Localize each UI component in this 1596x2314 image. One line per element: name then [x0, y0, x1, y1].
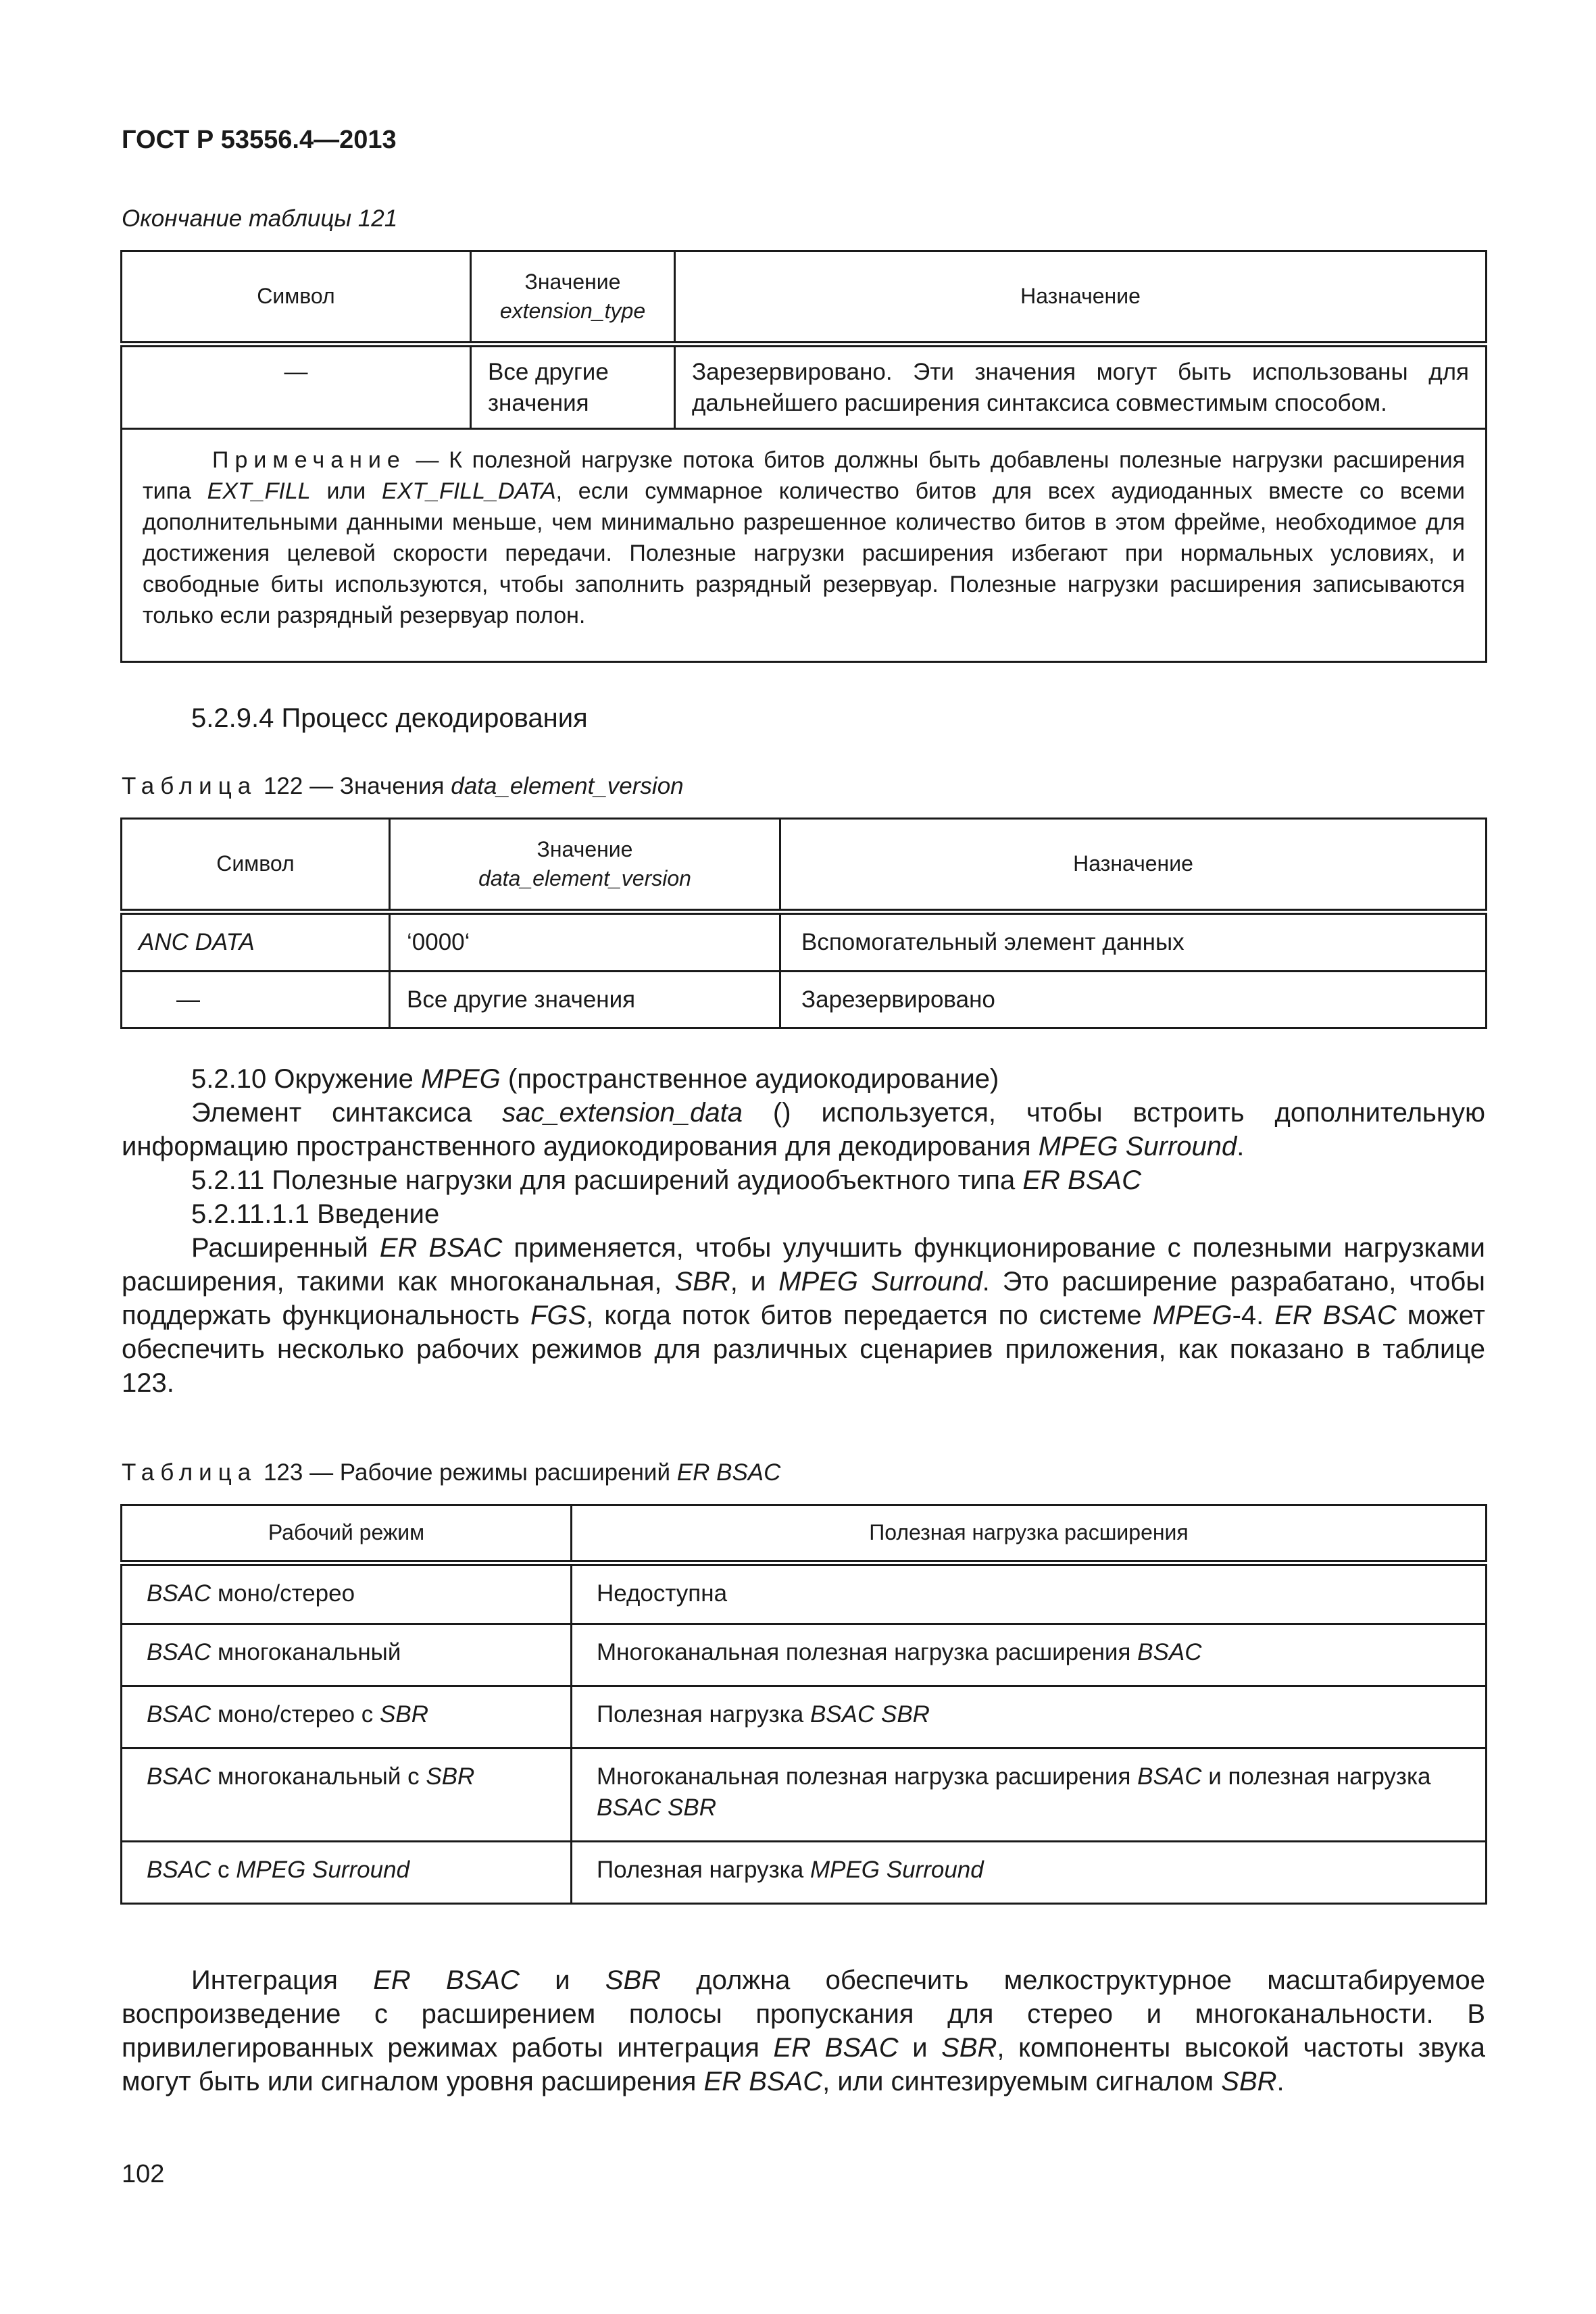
table-123-col-payload: Полезная нагрузка расширения: [572, 1505, 1487, 1563]
table-123-cell-mode: BSAC моно/стерео: [122, 1563, 572, 1624]
table-123-cell-payload: Полезная нагрузка BSAC SBR: [572, 1686, 1487, 1749]
table-123-cell-mode: BSAC многоканальный с SBR: [122, 1749, 572, 1842]
table-122-col-value: Значение data_element_version: [390, 819, 780, 912]
note-label: Примечание: [212, 447, 406, 473]
table-123-cell-mode: BSAC с MPEG Surround: [122, 1842, 572, 1904]
table-123-caption: Таблица 123 — Рабочие режимы расширений ER BSAC: [122, 1459, 781, 1486]
table-122-cell-purpose: Зарезервировано: [780, 971, 1487, 1028]
section-5-2-9-4-heading: 5.2.9.4 Процесс декодирования: [191, 703, 588, 733]
section-5-2-11-heading: 5.2.11 Полезные нагрузки для расширений аудиообъектного типа ER BSAC: [191, 1165, 1141, 1195]
table-123-cell-mode: BSAC многоканальный: [122, 1624, 572, 1686]
table-121-col-symbol: Символ: [122, 251, 471, 345]
table-122-cell-symbol: —: [122, 971, 390, 1028]
table-122-cell-purpose: Вспомогательный элемент данных: [780, 912, 1487, 972]
paragraph-integration: Интеграция ER BSAC и SBR должна обеспечить мелкоструктурное масштабируемое воспроизведение с расширением полосы пропускания для стерео и многоканальности. В привилегированных режимах работы интеграция ER BSAC и SBR, компоненты высокой частоты звука могут быть или сигналом уровня расширения ER BSAC, или синтезируемым сигналом SBR.: [122, 1965, 1485, 2096]
table-123-cell-payload: Многоканальная полезная нагрузка расширения BSAC: [572, 1624, 1487, 1686]
table-row: [122, 345, 1487, 429]
table-121-header-row: [122, 251, 1487, 345]
table-row: [122, 912, 1487, 972]
table-row: [122, 1686, 1487, 1749]
table-122-header-row: [122, 819, 1487, 912]
table-122-col-purpose: Назначение: [780, 819, 1487, 912]
table-123-col-mode: Рабочий режим: [122, 1505, 572, 1563]
section-5-2-11-1-1-heading: 5.2.11.1.1 Введение: [191, 1199, 440, 1229]
document-header: ГОСТ Р 53556.4—2013: [122, 126, 397, 154]
table-123-cell-payload: Недоступна: [572, 1563, 1487, 1624]
table-122-cell-symbol: ANC DATA: [122, 912, 390, 972]
table-122: [120, 818, 1487, 1029]
table-122-caption: Таблица 122 — Значения data_element_version: [122, 773, 684, 799]
section-5-2-10-heading: 5.2.10 Окружение MPEG (пространственное аудиокодирование): [191, 1064, 999, 1094]
table-121-caption: Окончание таблицы 121: [122, 205, 398, 232]
body-final: [122, 1963, 1485, 2098]
table-row: [122, 1563, 1487, 1624]
table-123: [120, 1504, 1487, 1905]
table-122-cell-value: ‘0000‘: [390, 912, 780, 972]
table-121-note-row: [122, 429, 1487, 662]
table-121-cell-symbol: —: [122, 345, 471, 429]
paragraph-er-bsac-intro: Расширенный ER BSAC применяется, чтобы улучшить функционирование с полезными нагрузками расширения, такими как многоканальная, SBR, и MPEG Surround. Это расширение разрабатано, чтобы поддержать функциональность FGS, когда поток битов передается по системе MPEG-4. ER BSAC может обеспечить несколько рабочих режимов для различных сценариев приложения, как показано в таблице 123.: [122, 1233, 1485, 1398]
table-121-col-value: Значение extension_type: [471, 251, 675, 345]
table-row: [122, 1624, 1487, 1686]
page-number: 102: [122, 2160, 165, 2188]
table-123-cell-mode: BSAC моно/стерео с SBR: [122, 1686, 572, 1749]
table-123-cell-payload: Многоканальная полезная нагрузка расширения BSAC и полезная нагрузка BSAC SBR: [572, 1749, 1487, 1842]
table-121-cell-value: Все другие значения: [471, 345, 675, 429]
table-row: [122, 971, 1487, 1028]
paragraph-sac-extension: Элемент синтаксиса sac_extension_data () используется, чтобы встроить дополнительную информацию пространственного аудиокодирования для декодирования MPEG Surround.: [122, 1098, 1485, 1161]
table-122-cell-value: Все другие значения: [390, 971, 780, 1028]
table-121-col-purpose: Назначение: [675, 251, 1487, 345]
table-121-note: Примечание — К полезной нагрузке потока битов должны быть добавлены полезные нагрузки расширения типа EXT_FILL или EXT_FILL_DATA, если суммарное количество битов для всех аудиоданных вместе со всеми дополнительными данными меньше, чем минимально разрешенное количество битов в этом фрейме, необходимое для достижения целевой скорости передачи. Полезные нагрузки расширения избегают при нормальных условиях, и свободные биты используются, чтобы заполнить разрядный резервуар. Полезные нагрузки расширения записываются только если разрядный резервуар полон.: [122, 429, 1487, 662]
table-123-cell-payload: Полезная нагрузка MPEG Surround: [572, 1842, 1487, 1904]
table-122-col-symbol: Символ: [122, 819, 390, 912]
table-row: [122, 1749, 1487, 1842]
table-121-cell-purpose: Зарезервировано. Эти значения могут быть использованы для дальнейшего расширения синтаксиса совместимым способом.: [675, 345, 1487, 429]
body-section-5-2-10: [122, 1062, 1485, 1400]
table-row: [122, 1842, 1487, 1904]
table-123-header-row: [122, 1505, 1487, 1563]
table-121: [120, 250, 1487, 663]
